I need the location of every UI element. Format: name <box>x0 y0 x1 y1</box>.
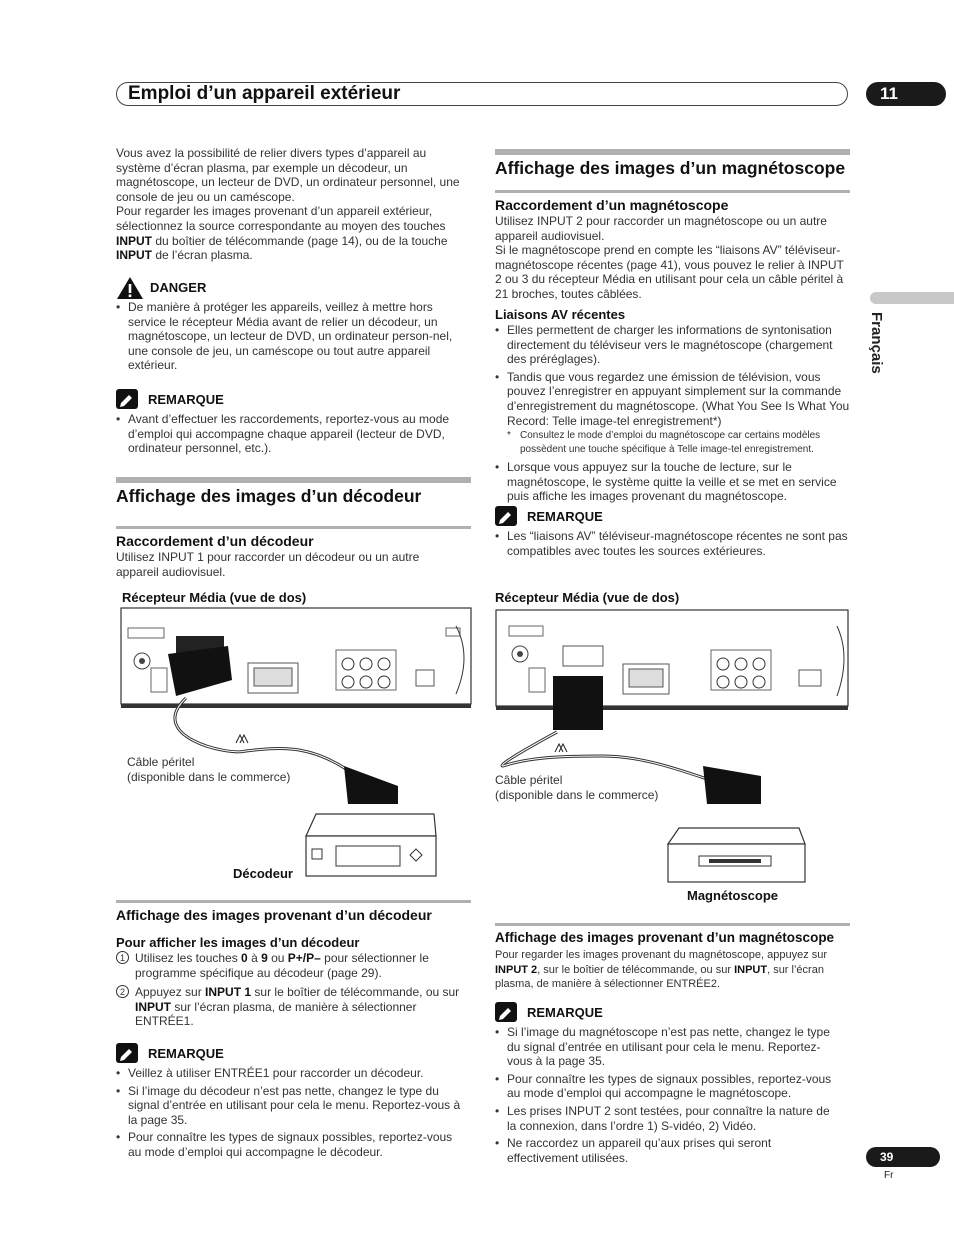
page-language: Fr <box>884 1170 894 1181</box>
vcr-view-note-list <box>495 1025 840 1168</box>
av-links-title: Liaisons AV récentes <box>495 307 626 322</box>
danger-item: • De manière à protéger les appareils, veillez à mettre hors service le récepteur Média avant de relier un décodeur, un magnétoscope, un lecteur de DVD, un ordinateur person-nel, une console de jeu, un caméscope ou tout autre appareil extérieur. <box>116 300 466 373</box>
page-number: 39 <box>866 1147 940 1167</box>
note-item: • Veillez à utiliser ENTRÉE1 pour raccorder un décodeur. <box>116 1066 468 1081</box>
section-rule <box>495 149 850 155</box>
vcr-view-text: Pour regarder les images provenant du magnétoscope, appuyez sur INPUT 2, sur le boîtier de télécommande, ou sur INPUT, sur l’écran plasma, de manière à sélectionner ENTRÉE2. <box>495 949 828 990</box>
note-icon <box>116 1043 138 1063</box>
subsection-rule <box>495 190 850 193</box>
decoder-steps <box>116 951 472 1029</box>
av-item: • Elles permettent de charger les informations de syntonisation directement du téléviseur vers le magnétoscope (chargement des préréglages). <box>495 323 850 367</box>
vcr-note-list <box>495 529 850 561</box>
note1-title: REMARQUE <box>148 392 224 407</box>
vcr-connection-title: Raccordement d’un magnétoscope <box>495 197 729 213</box>
vcr-view-note-title: REMARQUE <box>527 1005 603 1020</box>
vcr-note-title: REMARQUE <box>527 509 603 524</box>
note-item: • Si l’image du décodeur n’est pas nette, changez le type du signal d’entrée en utilisant pour cela le menu. Reportez-vous à la page 35. <box>116 1084 468 1128</box>
decoder-section-title: Affichage des images d’un décodeur <box>116 486 422 506</box>
intro-p2: Pour regarder les images provenant d’un appareil extérieur, sélectionnez la source correspondante au moyen des touches INPUT du boîtier de télécommande (page 14), ou de la touche INPUT de l’écran plasma. <box>116 204 448 263</box>
note1-list <box>116 412 466 459</box>
vcr-view-title: Affichage des images provenant d’un magnétoscope <box>495 930 835 945</box>
subsection-rule <box>116 526 471 529</box>
warning-icon <box>116 276 144 300</box>
note-item: • Les prises INPUT 2 sont testées, pour connaître la nature de la connexion, dans l’ordre 1) S-vidéo, 2) Vidéo. <box>495 1104 840 1133</box>
language-tab <box>870 292 954 304</box>
decoder-note-title: REMARQUE <box>148 1046 224 1061</box>
chapter-badge: 11 <box>866 82 946 106</box>
decoder-view-subtitle: Pour afficher les images d’un décodeur <box>116 935 360 950</box>
step-2: 2 Appuyez sur INPUT 1 sur le boîtier de télécommande, ou sur INPUT sur l’écran plasma, de manière à sélectionner ENTRÉE1. <box>116 985 472 1029</box>
decoder-note-list <box>116 1066 468 1163</box>
note1-item: • Avant d’effectuer les raccordements, reportez-vous au mode d’emploi qui accompagne chaque appareil (lecteur de DVD, ordinateur personnel, etc.). <box>116 412 466 456</box>
decoder-connection-text: Utilisez INPUT 1 pour raccorder un décodeur ou un autre appareil audiovisuel. <box>116 550 420 579</box>
note-item: • Les “liaisons AV” téléviseur-magnétoscope récentes ne sont pas compatibles avec toutes les sources extérieures. <box>495 529 850 558</box>
step-1: 1 Utilisez les touches 0 à 9 ou P+/P– pour sélectionner le programme spécifique au décodeur (page 29). <box>116 951 472 980</box>
vcr-section-title: Affichage des images d’un magnétoscope <box>495 158 846 178</box>
subsection-rule <box>495 923 850 926</box>
vcr-connection-text: Utilisez INPUT 2 pour raccorder un magnétoscope ou un autre appareil audiovisuel. Si le magnétoscope prend en compte les “liaisons AV” téléviseur-magnétoscope récentes (page 41), vous pouvez le relier à INPUT 2 ou 3 du récepteur Média en utilisant pour cela un câble péritel à 21 broches, toutes câblées. <box>495 214 844 301</box>
subsection-rule <box>116 900 471 903</box>
section-rule <box>116 477 471 483</box>
note-item: • Pour connaître les types de signaux possibles, reportez-vous au mode d’emploi qui accompagne le décodeur. <box>116 1130 468 1159</box>
vcr-connection-diagram <box>493 606 853 886</box>
vcr-cable-label: Câble péritel (disponible dans le commerce) <box>495 773 659 802</box>
intro-p1: Vous avez la possibilité de relier divers types d’appareil au système d’écran plasma, par exemple un décodeur, un magnétoscope, un lecteur de DVD, un ordinateur personnel, une console de jeu ou un caméscope. <box>116 146 460 204</box>
page-title: Emploi d’un appareil extérieur <box>128 83 401 104</box>
intro-text <box>116 146 474 263</box>
language-label: Français <box>868 312 885 374</box>
decoder-connection-title: Raccordement d’un décodeur <box>116 533 314 549</box>
note-item: • Ne raccordez un appareil qu’aux prises qui seront effectivement utilisées. <box>495 1136 840 1165</box>
decoder-view-title: Affichage des images provenant d’un décodeur <box>116 907 432 923</box>
av-links-list <box>495 323 850 507</box>
danger-title: DANGER <box>150 280 207 295</box>
note-item: • Si l’image du magnétoscope n’est pas nette, changez le type du signal d’entrée en utilisant pour cela le menu. Reportez-vous à la page 35. <box>495 1025 840 1069</box>
danger-list <box>116 300 466 376</box>
note-icon <box>495 1002 517 1022</box>
vcr-figure-title: Récepteur Média (vue de dos) <box>495 590 680 605</box>
note-icon <box>116 389 138 409</box>
decoder-connection-diagram <box>116 606 476 896</box>
decoder-figure-title: Récepteur Média (vue de dos) <box>122 590 307 605</box>
note-item: • Pour connaître les types de signaux possibles, reportez-vous au mode d’emploi qui accompagne le magnétoscope. <box>495 1072 840 1101</box>
note-icon <box>495 506 517 526</box>
vcr-label: Magnétoscope <box>687 888 779 903</box>
decoder-cable-label: Câble péritel (disponible dans le commerce) <box>127 755 291 784</box>
av-item: • Tandis que vous regardez une émission de télévision, vous pouvez l’enregistrer en appuyant simplement sur la commande d’enregistrement du magnétoscope. (What You See Is What You Record: Telle image-tel enregistrement*) <box>495 370 850 428</box>
av-footnote: * Consultez le mode d’emploi du magnétoscope car certains modèles possèdent une touche spécifique à Telle image-tel enregistrement. <box>507 430 821 456</box>
av-item: • Lorsque vous appuyez sur la touche de lecture, sur le magnétoscope, le système quitte la veille et se met en service puis affiche les images provenant du magnétoscope. <box>495 460 850 504</box>
decoder-label: Décodeur <box>233 866 293 881</box>
